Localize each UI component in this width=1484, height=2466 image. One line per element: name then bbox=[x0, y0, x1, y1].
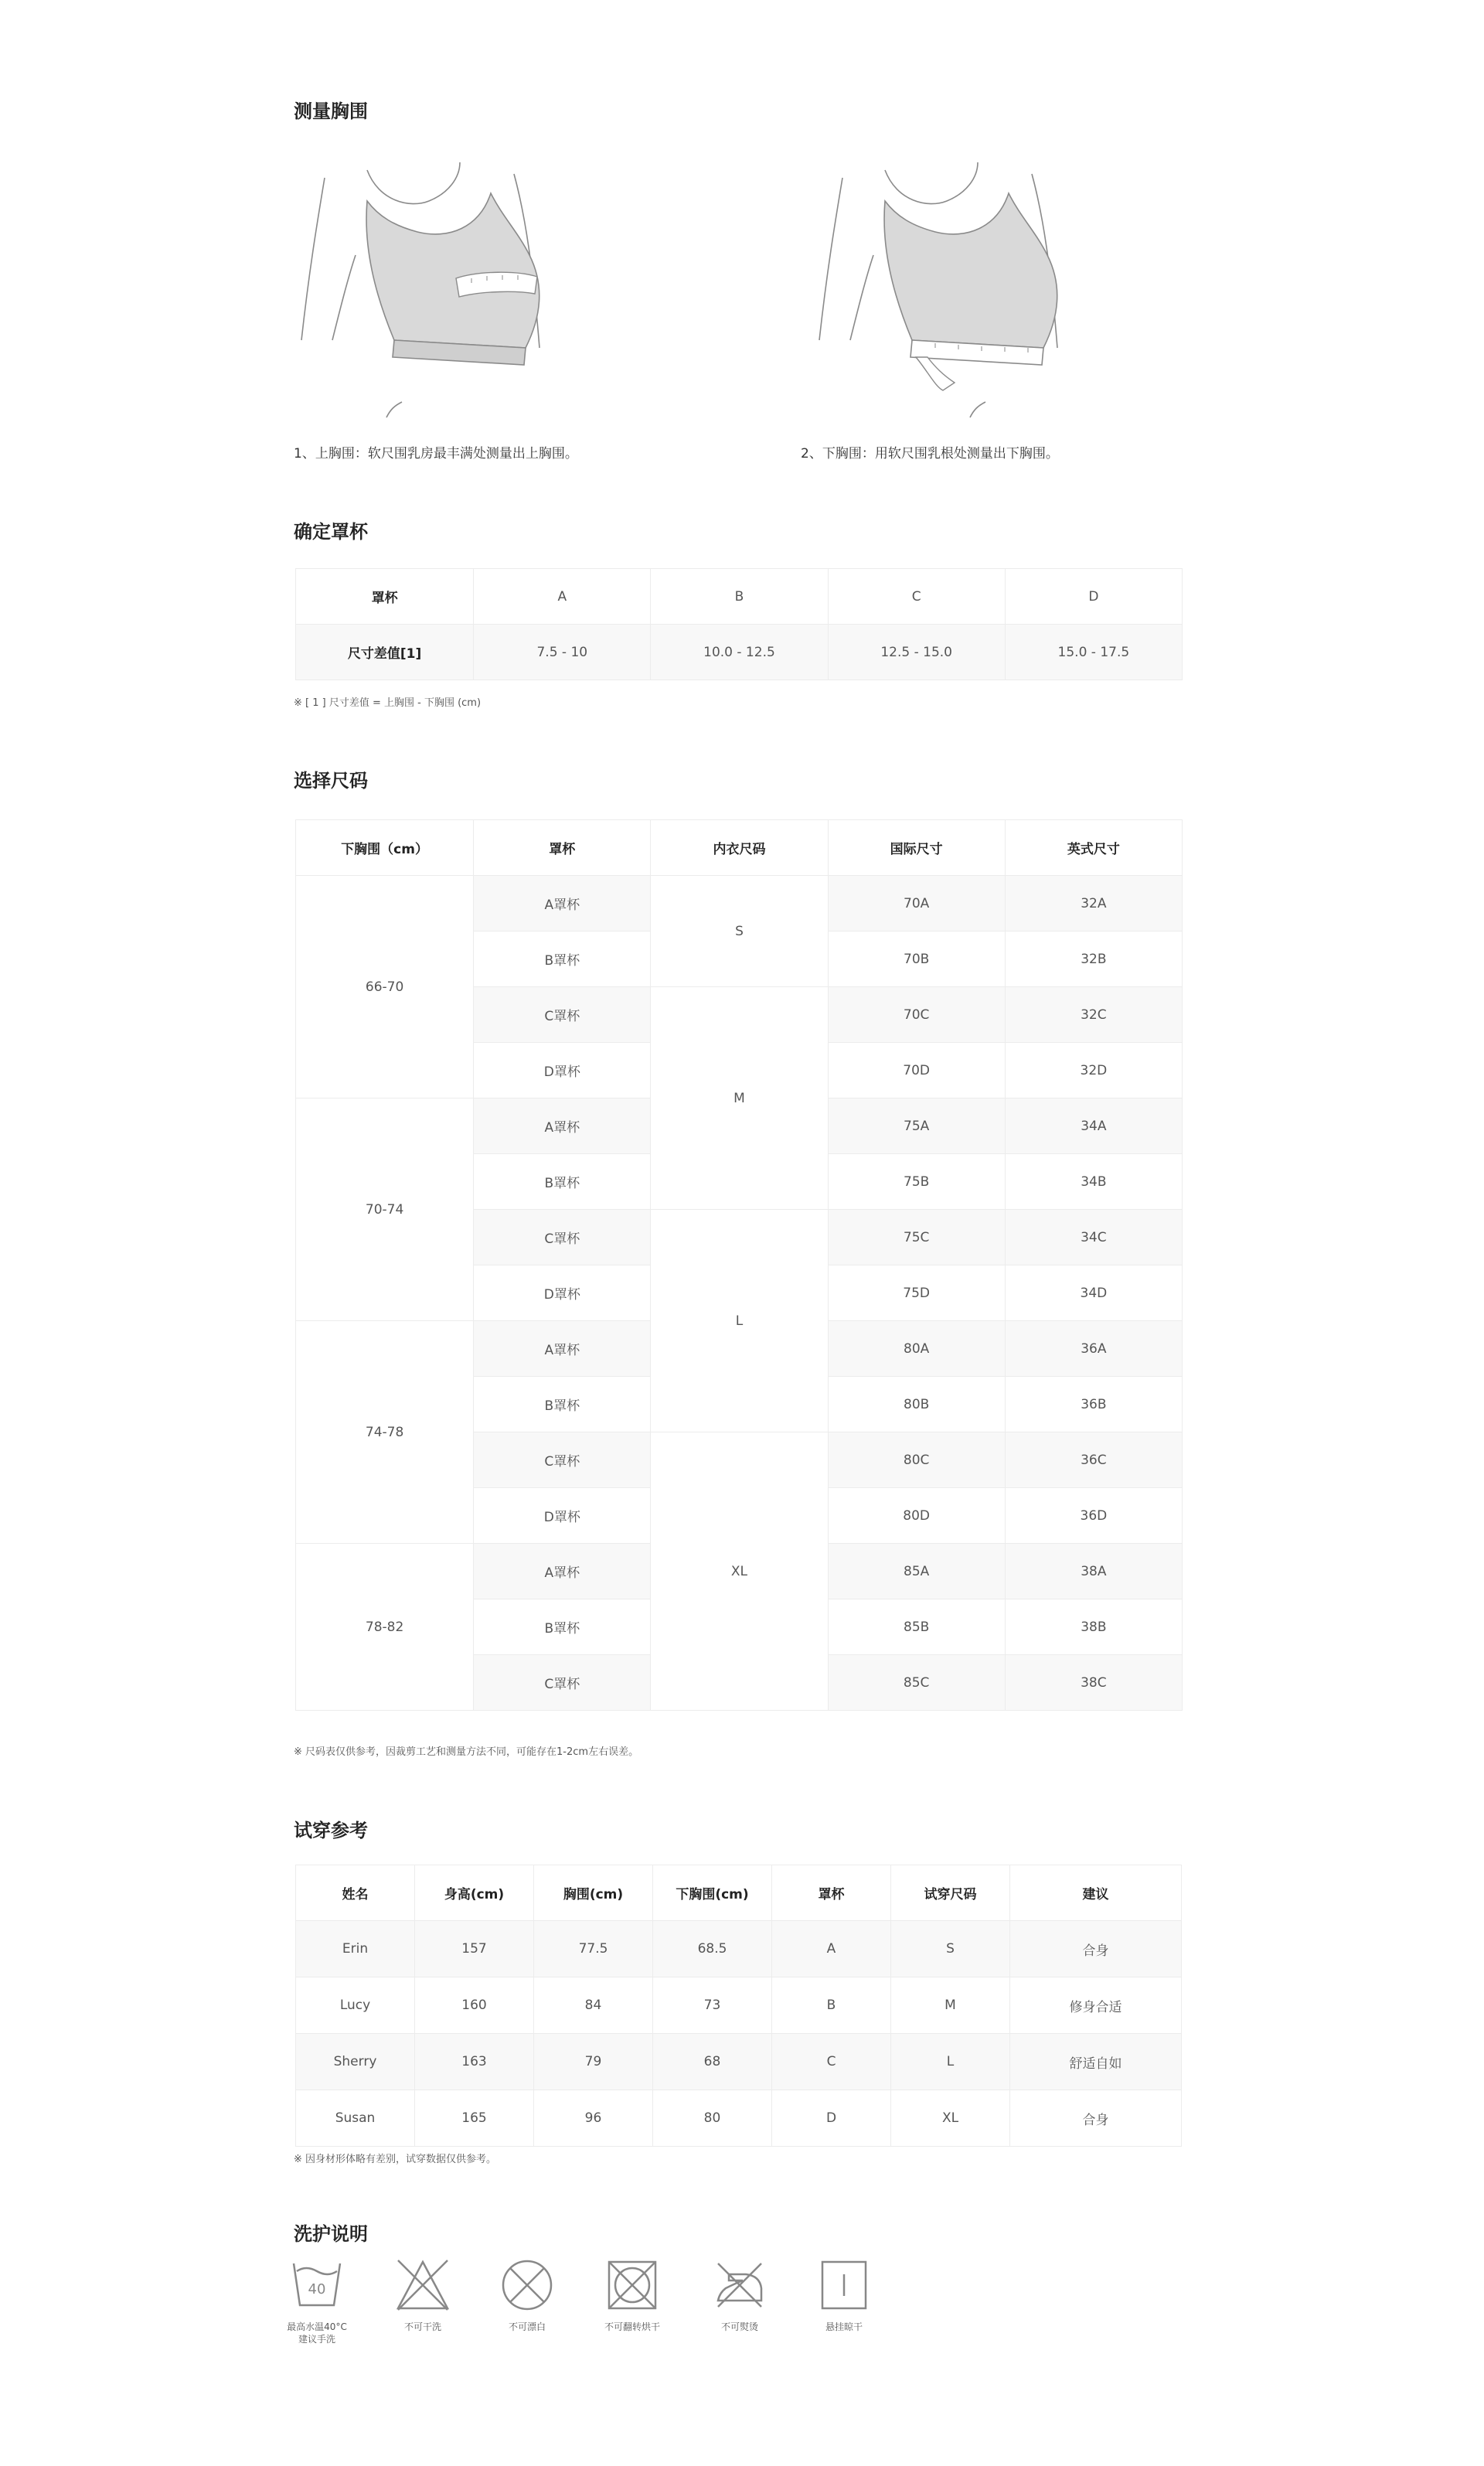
cup-cell: B罩杯 bbox=[474, 932, 651, 987]
intl-size-cell: 70B bbox=[828, 932, 1005, 987]
size-table bbox=[295, 819, 1183, 1711]
size-header-row bbox=[296, 820, 1183, 876]
size-header-cell: 下胸围（cm） bbox=[296, 820, 474, 876]
intl-size-cell: 70A bbox=[828, 876, 1005, 932]
fit-header-cell: 建议 bbox=[1010, 1865, 1182, 1921]
intl-size-cell: 80A bbox=[828, 1321, 1005, 1377]
fit-note: ※ 因身材形体略有差别，试穿数据仅供参考。 bbox=[294, 2154, 497, 2165]
uk-size-cell: 32A bbox=[1005, 876, 1182, 932]
cup-cell: C罩杯 bbox=[474, 987, 651, 1043]
upper-bust-caption: 1、上胸围：软尺围乳房最丰满处测量出上胸围。 bbox=[294, 446, 578, 462]
fit-cell: S bbox=[891, 1921, 1010, 1977]
size-title: 选择尺码 bbox=[294, 770, 368, 792]
fit-row bbox=[296, 2034, 1182, 2090]
bra-size-cell: M bbox=[651, 987, 828, 1210]
size-header-cell: 国际尺寸 bbox=[828, 820, 1005, 876]
intl-size-cell: 80D bbox=[828, 1488, 1005, 1544]
fit-cell: Erin bbox=[296, 1921, 415, 1977]
fit-cell: 165 bbox=[415, 2090, 534, 2147]
difference-cell: 7.5 - 10 bbox=[474, 625, 651, 680]
cup-cell: A罩杯 bbox=[474, 1544, 651, 1599]
fit-header-cell: 身高(cm) bbox=[415, 1865, 534, 1921]
intl-size-cell: 80C bbox=[828, 1432, 1005, 1488]
cup-cell: C罩杯 bbox=[474, 1432, 651, 1488]
wash-temperature: 40 bbox=[308, 2281, 326, 2297]
fit-cell: C bbox=[772, 2034, 891, 2090]
cup-cell: A罩杯 bbox=[474, 1321, 651, 1377]
fit-cell: A bbox=[772, 1921, 891, 1977]
uk-size-cell: 36A bbox=[1005, 1321, 1182, 1377]
under-bust-caption: 2、下胸围：用软尺围乳根处测量出下胸围。 bbox=[801, 446, 1059, 462]
fit-cell: Sherry bbox=[296, 2034, 415, 2090]
intl-size-cell: 70D bbox=[828, 1043, 1005, 1098]
cup-cell: B罩杯 bbox=[474, 1599, 651, 1655]
cup-cell: B bbox=[651, 569, 828, 625]
care-label: 不可翻转烘干 bbox=[604, 2321, 660, 2332]
cup-cell: A罩杯 bbox=[474, 1098, 651, 1154]
difference-cell: 12.5 - 15.0 bbox=[828, 625, 1005, 680]
fit-row bbox=[296, 1977, 1182, 2034]
cup-cell: B罩杯 bbox=[474, 1154, 651, 1210]
underbust-cell: 66-70 bbox=[296, 876, 474, 1098]
bra-size-cell: L bbox=[651, 1210, 828, 1432]
intl-size-cell: 75D bbox=[828, 1265, 1005, 1321]
fit-cell: 合身 bbox=[1010, 2090, 1182, 2147]
fit-header-cell: 下胸围(cm) bbox=[653, 1865, 772, 1921]
size-row bbox=[296, 876, 1183, 932]
difference-row bbox=[296, 625, 1183, 680]
fit-cell: B bbox=[772, 1977, 891, 2034]
underbust-cell: 78-82 bbox=[296, 1544, 474, 1711]
fit-title: 试穿参考 bbox=[294, 1820, 368, 1841]
difference-cell: 15.0 - 17.5 bbox=[1005, 625, 1182, 680]
size-header-cell: 内衣尺码 bbox=[651, 820, 828, 876]
fit-cell: Susan bbox=[296, 2090, 415, 2147]
uk-size-cell: 34A bbox=[1005, 1098, 1182, 1154]
intl-size-cell: 75C bbox=[828, 1210, 1005, 1265]
upper-bust-illustration bbox=[294, 155, 556, 433]
care-label-line: 最高水温40°C bbox=[287, 2321, 347, 2332]
intl-size-cell: 80B bbox=[828, 1377, 1005, 1432]
fit-row bbox=[296, 2090, 1182, 2147]
care-label: 不可熨烫 bbox=[720, 2321, 758, 2332]
size-header-cell: 英式尺寸 bbox=[1005, 820, 1182, 876]
uk-size-cell: 38A bbox=[1005, 1544, 1182, 1599]
line-dry-icon bbox=[816, 2257, 872, 2313]
fit-row bbox=[296, 1921, 1182, 1977]
fit-cell: 96 bbox=[534, 2090, 653, 2147]
cup-cell: D bbox=[1005, 569, 1182, 625]
measure-title: 测量胸围 bbox=[294, 100, 368, 122]
care-item bbox=[693, 2257, 786, 2333]
fit-cell: D bbox=[772, 2090, 891, 2147]
cup-header: 罩杯 bbox=[296, 569, 474, 625]
intl-size-cell: 70C bbox=[828, 987, 1005, 1043]
fit-cell: M bbox=[891, 1977, 1010, 2034]
intl-size-cell: 75A bbox=[828, 1098, 1005, 1154]
cup-cell: A罩杯 bbox=[474, 876, 651, 932]
underbust-cell: 70-74 bbox=[296, 1098, 474, 1321]
cup-note: ※ [ 1 ] 尺寸差值 = 上胸围 - 下胸围 (cm) bbox=[294, 697, 482, 709]
difference-header: 尺寸差值[1] bbox=[296, 625, 474, 680]
cup-cell: B罩杯 bbox=[474, 1377, 651, 1432]
fit-cell: 80 bbox=[653, 2090, 772, 2147]
cup-table bbox=[295, 568, 1183, 680]
care-item bbox=[798, 2257, 890, 2333]
care-item bbox=[586, 2257, 679, 2333]
difference-cell: 10.0 - 12.5 bbox=[651, 625, 828, 680]
uk-size-cell: 32D bbox=[1005, 1043, 1182, 1098]
uk-size-cell: 34C bbox=[1005, 1210, 1182, 1265]
care-label-line: 建议手洗 bbox=[298, 2334, 335, 2345]
care-label: 不可漂白 bbox=[508, 2321, 546, 2332]
fit-cell: 修身合适 bbox=[1010, 1977, 1182, 2034]
uk-size-cell: 36B bbox=[1005, 1377, 1182, 1432]
cup-cell: C罩杯 bbox=[474, 1210, 651, 1265]
fit-cell: 73 bbox=[653, 1977, 772, 2034]
no-bleach-icon bbox=[499, 2257, 555, 2313]
fit-cell: 163 bbox=[415, 2034, 534, 2090]
care-title: 洗护说明 bbox=[294, 2223, 368, 2245]
size-note: ※ 尺码表仅供参考，因裁剪工艺和测量方法不同，可能存在1-2cm左右误差。 bbox=[294, 1746, 639, 1758]
fit-cell: L bbox=[891, 2034, 1010, 2090]
fit-table bbox=[295, 1865, 1182, 2147]
fit-cell: 79 bbox=[534, 2034, 653, 2090]
fit-cell: XL bbox=[891, 2090, 1010, 2147]
uk-size-cell: 36D bbox=[1005, 1488, 1182, 1544]
cup-cell: D罩杯 bbox=[474, 1043, 651, 1098]
fit-header-row bbox=[296, 1865, 1182, 1921]
fit-cell: 84 bbox=[534, 1977, 653, 2034]
size-header-cell: 罩杯 bbox=[474, 820, 651, 876]
fit-cell: 68 bbox=[653, 2034, 772, 2090]
fit-cell: 160 bbox=[415, 1977, 534, 2034]
cup-cell: A bbox=[474, 569, 651, 625]
fit-header-cell: 罩杯 bbox=[772, 1865, 891, 1921]
intl-size-cell: 85C bbox=[828, 1655, 1005, 1711]
fit-cell: 77.5 bbox=[534, 1921, 653, 1977]
hand-wash-40-icon bbox=[289, 2257, 345, 2313]
uk-size-cell: 36C bbox=[1005, 1432, 1182, 1488]
cup-cell: C bbox=[828, 569, 1005, 625]
care-item bbox=[376, 2257, 469, 2333]
care-item bbox=[271, 2257, 363, 2345]
care-item bbox=[481, 2257, 574, 2333]
fit-header-cell: 胸围(cm) bbox=[534, 1865, 653, 1921]
uk-size-cell: 38B bbox=[1005, 1599, 1182, 1655]
cup-row bbox=[296, 569, 1183, 625]
no-tumble-dry-icon bbox=[604, 2257, 660, 2313]
cup-cell: D罩杯 bbox=[474, 1488, 651, 1544]
intl-size-cell: 75B bbox=[828, 1154, 1005, 1210]
fit-header-cell: 姓名 bbox=[296, 1865, 415, 1921]
care-icons bbox=[287, 2257, 912, 2366]
care-label bbox=[271, 2321, 363, 2345]
fit-cell: Lucy bbox=[296, 1977, 415, 2034]
bra-size-cell: S bbox=[651, 876, 828, 987]
intl-size-cell: 85A bbox=[828, 1544, 1005, 1599]
uk-size-cell: 34B bbox=[1005, 1154, 1182, 1210]
bra-size-cell: XL bbox=[651, 1432, 828, 1711]
fit-header-cell: 试穿尺码 bbox=[891, 1865, 1010, 1921]
care-label: 不可干洗 bbox=[403, 2321, 441, 2332]
uk-size-cell: 32B bbox=[1005, 932, 1182, 987]
fit-cell: 舒适自如 bbox=[1010, 2034, 1182, 2090]
cup-title: 确定罩杯 bbox=[294, 521, 368, 543]
uk-size-cell: 32C bbox=[1005, 987, 1182, 1043]
care-label: 悬挂晾干 bbox=[825, 2321, 863, 2332]
no-dry-clean-icon bbox=[395, 2257, 451, 2313]
fit-cell: 68.5 bbox=[653, 1921, 772, 1977]
under-bust-illustration bbox=[812, 155, 1074, 433]
uk-size-cell: 34D bbox=[1005, 1265, 1182, 1321]
cup-cell: D罩杯 bbox=[474, 1265, 651, 1321]
fit-cell: 157 bbox=[415, 1921, 534, 1977]
cup-cell: C罩杯 bbox=[474, 1655, 651, 1711]
underbust-cell: 74-78 bbox=[296, 1321, 474, 1544]
fit-cell: 合身 bbox=[1010, 1921, 1182, 1977]
uk-size-cell: 38C bbox=[1005, 1655, 1182, 1711]
no-iron-icon bbox=[712, 2257, 768, 2313]
intl-size-cell: 85B bbox=[828, 1599, 1005, 1655]
